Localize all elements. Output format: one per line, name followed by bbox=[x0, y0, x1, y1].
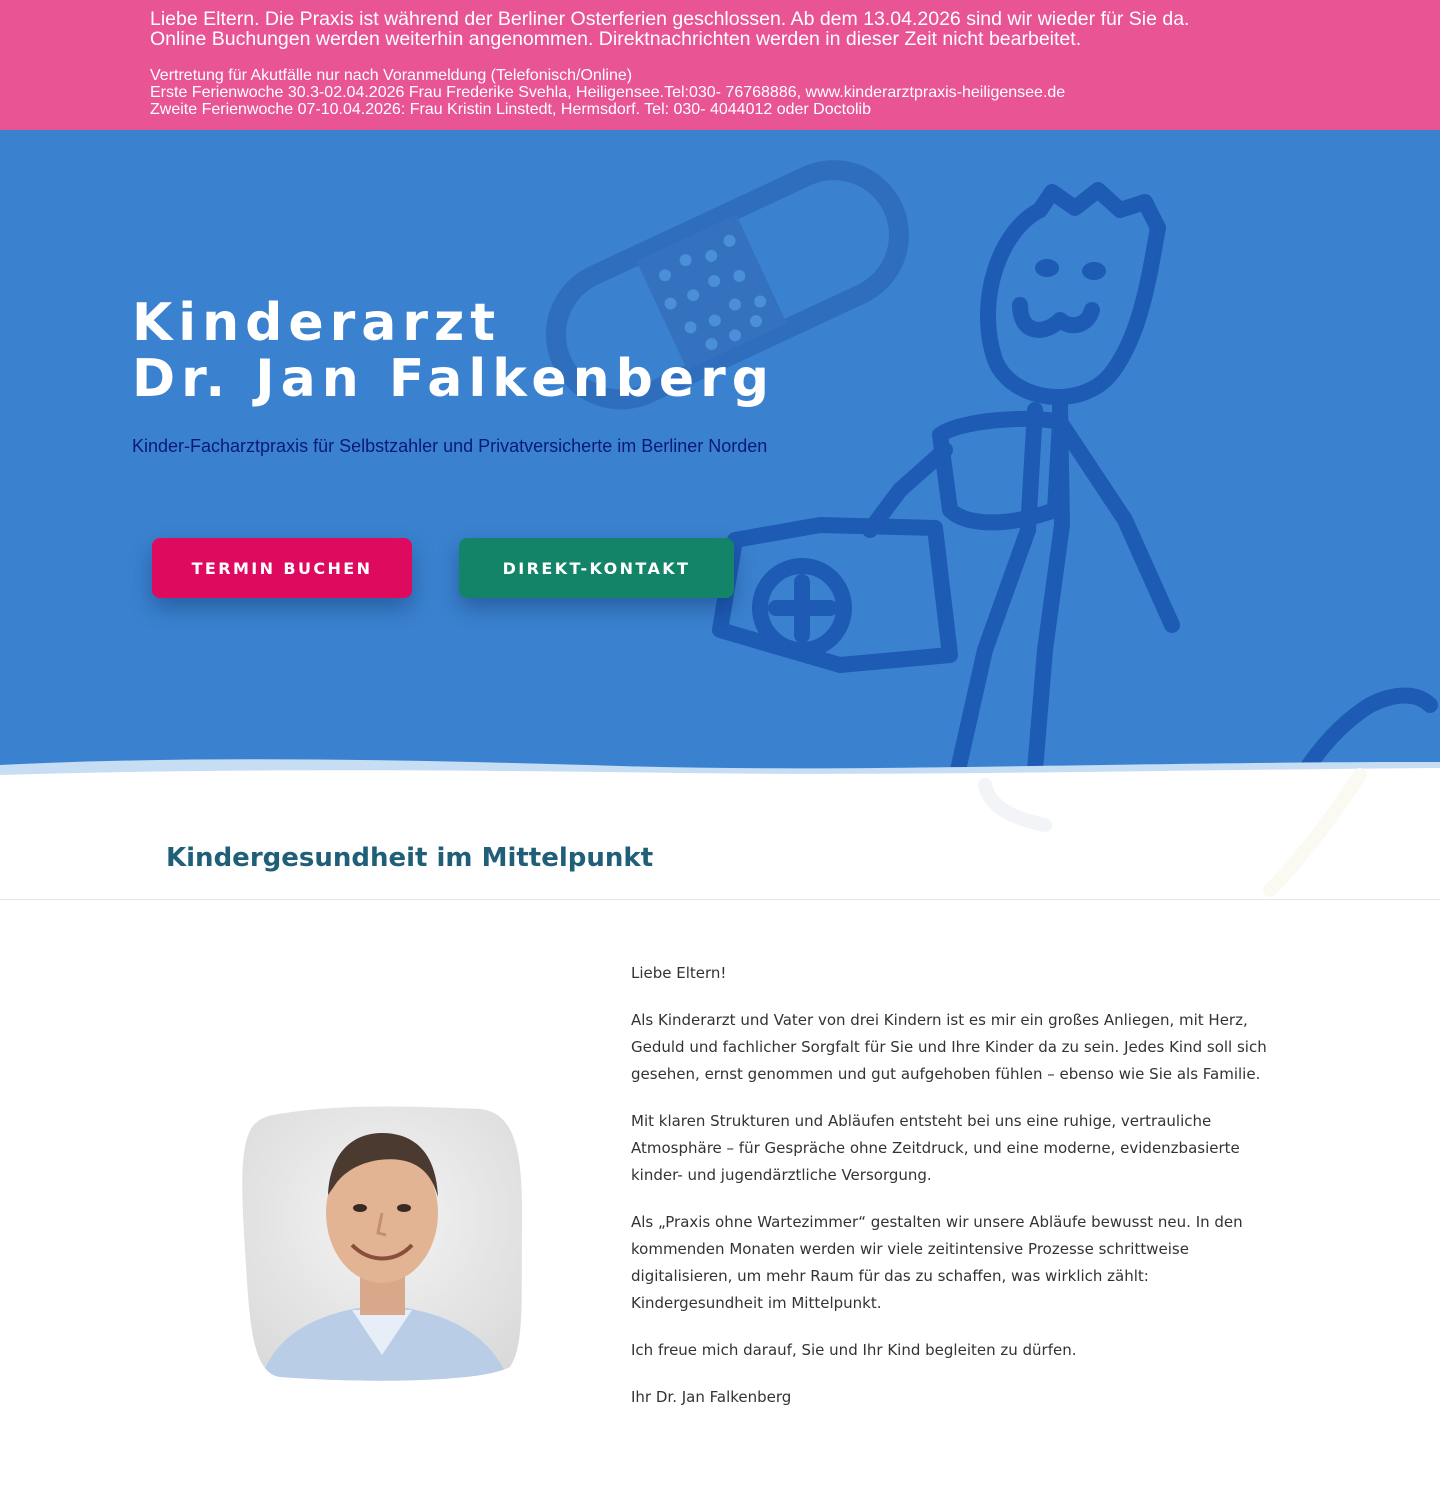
face-eyes bbox=[1035, 259, 1106, 280]
child-figure-drawing bbox=[720, 190, 1430, 780]
hero-title-line-1: Kinderarzt bbox=[132, 293, 502, 353]
doctor-portrait bbox=[240, 1105, 525, 1385]
notice-line-3: Vertretung für Akutfälle nur nach Voranmeldung (Telefonisch/Online) bbox=[150, 67, 633, 84]
letter-paragraph-3: Als „Praxis ohne Wartezimmer“ gestalten wir unsere Abläufe bewusst neu. In den kommenden Monaten werden wir viele zeitintensive Prozesse schrittweise digitalisieren, um mehr Raum für das zu schaffen, was wirklich zählt: Kindergesundheit im Mittelpunkt. bbox=[631, 1213, 1243, 1312]
letter-paragraph-2: Mit klaren Strukturen und Abläufen entsteht bei uns eine ruhige, vertrauliche Atmosphäre – für Gespräche ohne Zeitdruck, und eine moderne, evidenzbasierte kinder- und jugendärztliche Versorgung. bbox=[631, 1112, 1240, 1184]
hero-title-line-2: Dr. Jan Falkenberg bbox=[132, 349, 776, 409]
direct-contact-button[interactable]: DIREKT-KONTAKT bbox=[459, 538, 734, 598]
welcome-letter bbox=[631, 960, 1276, 1431]
announcement-banner bbox=[0, 0, 1440, 130]
hero-wave-divider bbox=[0, 740, 1440, 900]
notice-line-4: Erste Ferienwoche 30.3-02.04.2026 Frau Frederike Svehla, Heiligensee.Tel:030- 76768886, www.kinderarztpraxis-heiligensee.de bbox=[150, 84, 1066, 101]
hero-subtitle: Kinder-Facharztpraxis für Selbstzahler und Privatversicherte im Berliner Norden bbox=[132, 436, 768, 456]
section-divider bbox=[0, 899, 1440, 900]
notice-line-2: Online Buchungen werden weiterhin angenommen. Direktnachrichten werden in dieser Zeit nicht bearbeitet. bbox=[150, 28, 1082, 50]
hero-section bbox=[0, 130, 1440, 780]
letter-greeting: Liebe Eltern! bbox=[631, 964, 727, 982]
section-title: Kindergesundheit im Mittelpunkt bbox=[166, 843, 654, 873]
notice-line-1: Liebe Eltern. Die Praxis ist während der Berliner Osterferien geschlossen. Ab dem 13.04.2026 sind wir wieder für Sie da. bbox=[150, 8, 1190, 30]
book-appointment-button[interactable]: TERMIN BUCHEN bbox=[152, 538, 412, 598]
letter-paragraph-4: Ich freue mich darauf, Sie und Ihr Kind begleiten zu dürfen. bbox=[631, 1341, 1077, 1359]
letter-signature: Ihr Dr. Jan Falkenberg bbox=[631, 1388, 792, 1406]
hero-title bbox=[132, 295, 775, 407]
letter-paragraph-1: Als Kinderarzt und Vater von drei Kindern ist es mir ein großes Anliegen, mit Herz, Geduld und fachlicher Sorgfalt für Sie und Ihre Kinder da zu sein. Jedes Kind soll sich gesehen, ernst genommen und gut aufgehoben fühlen – ebenso wie Sie als Familie. bbox=[631, 1011, 1267, 1083]
notice-line-5: Zweite Ferienwoche 07-10.04.2026: Frau Kristin Linstedt, Hermsdorf. Tel: 030- 4044012 oder Doctolib bbox=[150, 101, 871, 118]
